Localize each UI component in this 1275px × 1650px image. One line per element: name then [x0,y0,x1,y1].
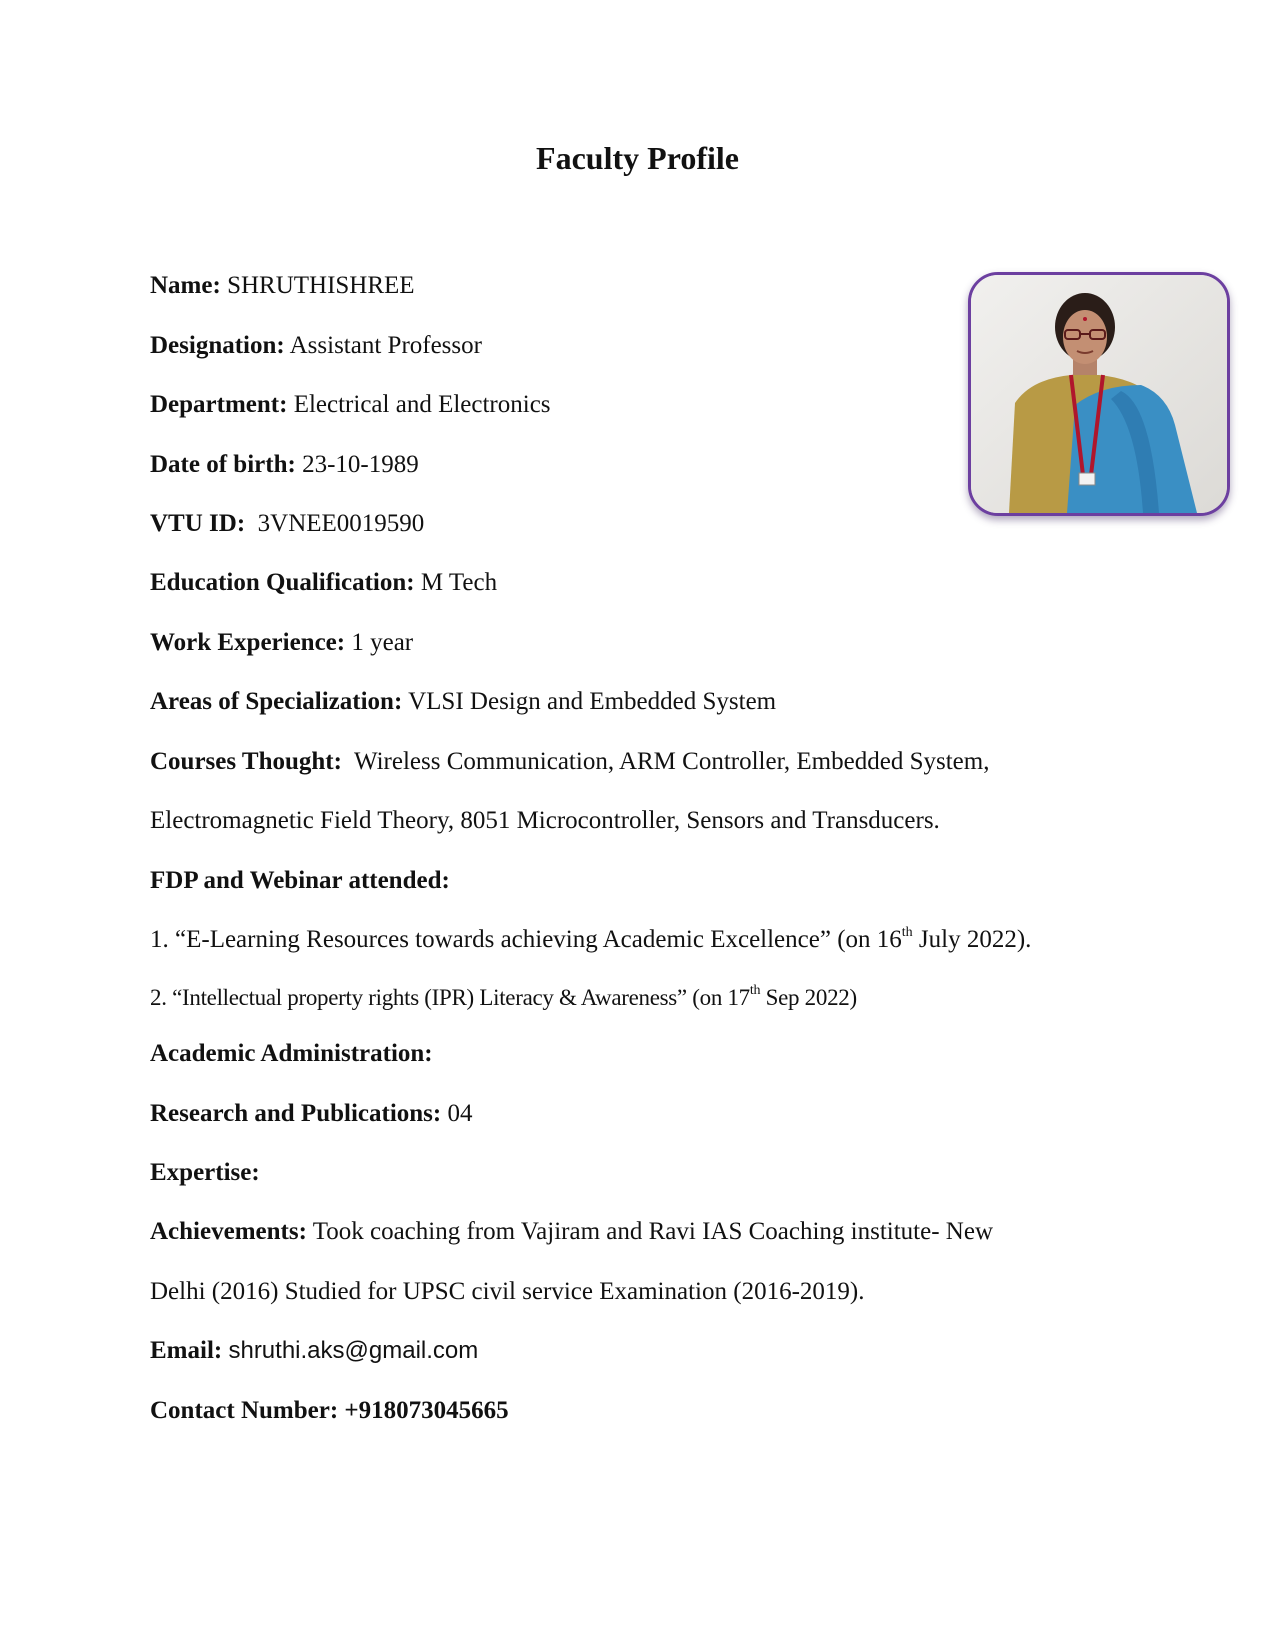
achievements-value-line2: Delhi (2016) Studied for UPSC civil service Examination (2016-2019). [150,1278,865,1305]
courses-row [150,747,989,777]
name-row [150,271,415,301]
courses-value-line2: Electromagnetic Field Theory, 8051 Microcontroller, Sensors and Transducers. [150,807,940,834]
email-row [150,1336,478,1366]
fdp-item-text: 2. “Intellectual property rights (IPR) Literacy & Awareness” (on 17 [150,985,750,1010]
achievements-row [150,1217,993,1247]
email-label: Email: [150,1337,223,1364]
specialization-label: Areas of Specialization: [150,688,403,715]
admin-label: Academic Administration: [150,1040,433,1067]
contact-label: Contact Number: [150,1397,339,1424]
designation-row [150,331,482,361]
education-row [150,568,497,598]
admin-row [150,1039,433,1069]
contact-value: +918073045665 [344,1397,509,1424]
fdp-item [150,925,1031,955]
experience-value: 1 year [351,629,414,656]
designation-label: Designation: [150,332,285,359]
fdp-item-ordinal: th [749,983,761,999]
fdp-item-date: Sep 2022) [760,985,857,1010]
vtu-id-value: 3VNEE0019590 [257,510,425,537]
achievements-row-continued [150,1277,864,1307]
research-value: 04 [447,1100,473,1127]
courses-value-line1: Wireless Communication, ARM Controller, Embedded System, [354,748,990,775]
contact-row [150,1396,509,1426]
expertise-row [150,1158,260,1188]
expertise-label: Expertise: [150,1159,260,1186]
achievements-value-line1: Took coaching from Vajiram and Ravi IAS Coaching institute- New [312,1218,994,1245]
fdp-item-date: July 2022). [912,926,1032,953]
experience-label: Work Experience: [150,629,346,656]
department-row [150,390,551,420]
courses-row-continued [150,806,940,836]
department-label: Department: [150,391,288,418]
fdp-label: FDP and Webinar attended: [150,867,450,894]
fdp-heading [150,866,450,896]
fdp-item-ordinal: th [901,924,913,940]
department-value: Electrical and Electronics [293,391,551,418]
email-value[interactable]: shruthi.aks@gmail.com [228,1337,479,1364]
name-label: Name: [150,272,221,299]
vtu-id-row [150,509,424,539]
experience-row [150,628,413,658]
specialization-row [150,687,776,717]
education-value: M Tech [420,569,498,596]
specialization-value: VLSI Design and Embedded System [408,688,777,715]
dob-row [150,450,419,480]
profile-photo-icon [971,275,1227,513]
achievements-label: Achievements: [150,1218,307,1245]
dob-value: 23-10-1989 [302,451,419,478]
name-value: SHRUTHISHREE [227,272,415,299]
dob-label: Date of birth: [150,451,296,478]
courses-label: Courses Thought: [150,748,342,775]
fdp-item [150,983,857,1013]
page-title: Faculty Profile [536,140,739,176]
education-label: Education Qualification: [150,569,415,596]
profile-photo [968,272,1230,516]
fdp-item-text: 1. “E-Learning Resources towards achieving Academic Excellence” (on 16 [150,926,902,953]
vtu-id-label: VTU ID: [150,510,246,537]
designation-value: Assistant Professor [289,332,482,359]
research-label: Research and Publications: [150,1100,442,1127]
research-row [150,1099,472,1129]
